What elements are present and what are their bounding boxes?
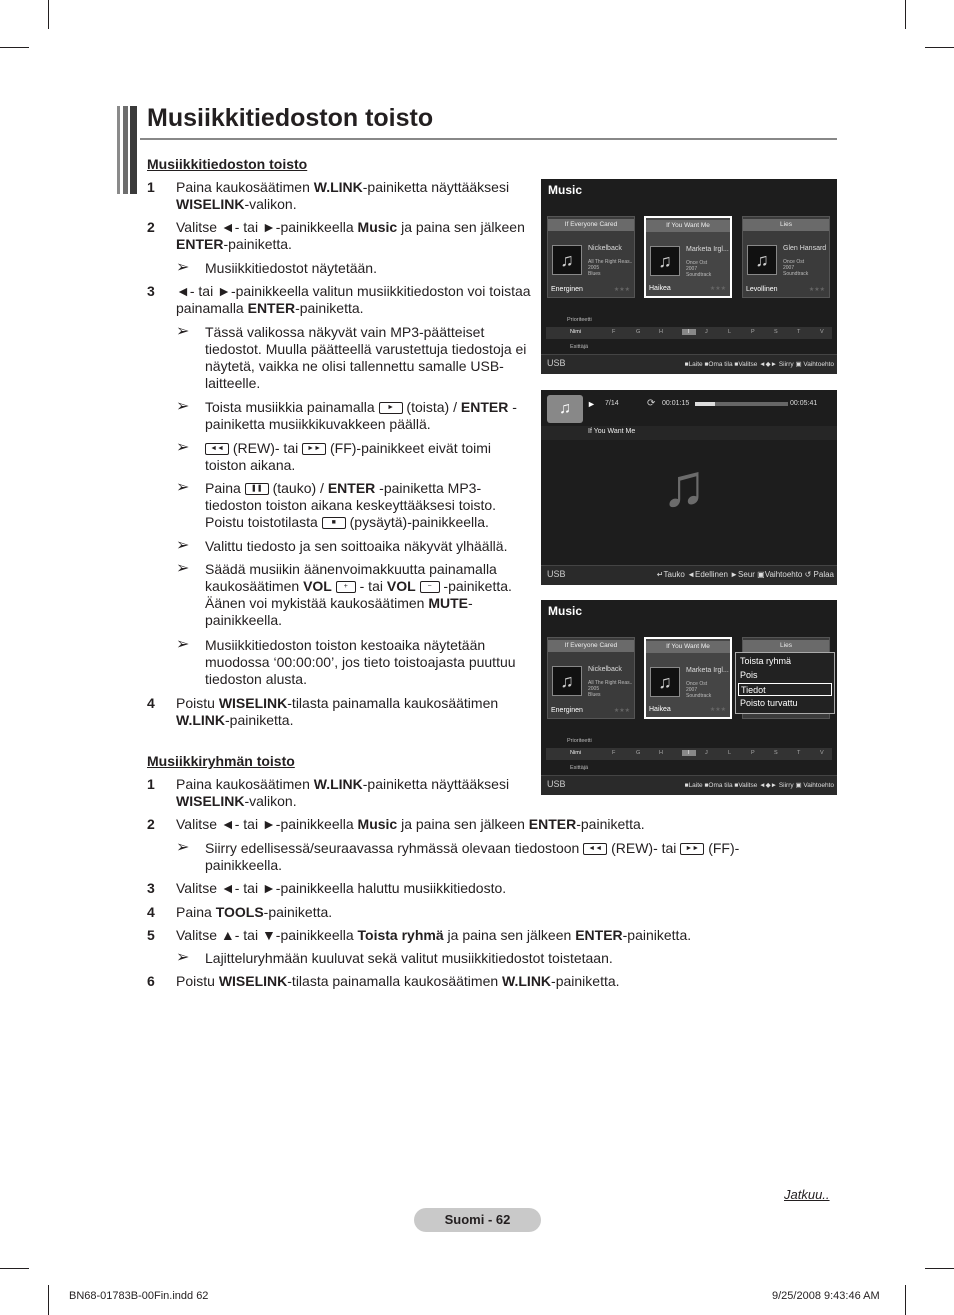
menu-item-selected[interactable]: Tiedot — [738, 683, 832, 696]
step-text: Poistu WISELINK-tilasta painamalla kaukosäätimen W.LINK-painiketta. — [176, 695, 499, 728]
arrow-icon: ➢ — [176, 839, 190, 856]
step-number: 6 — [147, 973, 155, 989]
music-card[interactable]: Lies ♫ Glen Hansard Once Ost 2007 Soundtrack Levollinen ★★★ — [742, 216, 830, 298]
music-card[interactable]: If Everyone Cared ♫ Nickelback All The Right Reas.. 2005 Blues Energinen ★★★ — [547, 637, 635, 719]
music-note-icon: ♫ — [552, 245, 582, 275]
arrow-icon: ➢ — [176, 949, 190, 966]
play-icon: ► — [587, 399, 596, 409]
arrow-icon: ➢ — [176, 439, 190, 456]
ff-button-icon: ►► — [680, 843, 704, 855]
vol-up-icon: + — [336, 581, 356, 593]
crop-mark — [0, 1268, 29, 1269]
arrow-icon: ➢ — [176, 323, 190, 340]
title-divider — [140, 138, 837, 140]
page-number: Suomi - 62 — [414, 1208, 541, 1232]
pause-button-icon: ❚❚ — [245, 483, 269, 495]
step-text: ◄- tai ►-painikkeella valitun musiikkitiedoston voi toistaa painamalla ENTER-painiketta. — [176, 283, 531, 316]
arrow-icon: ➢ — [176, 479, 190, 496]
tools-menu[interactable] — [735, 652, 835, 714]
step-text: Paina kaukosäätimen W.LINK-painiketta näyttääksesi WISELINK-valikon. — [176, 776, 510, 809]
music-note-icon: ♫ — [650, 246, 680, 276]
menu-item[interactable]: Poisto turvattu — [740, 698, 798, 708]
print-date: 9/25/2008 9:43:46 AM — [772, 1290, 880, 1302]
arrow-icon: ➢ — [176, 259, 190, 276]
step-number: 3 — [147, 880, 155, 896]
rew-button-icon: ◄◄ — [583, 843, 607, 855]
continued-label: Jatkuu.. — [784, 1187, 830, 1202]
crop-mark — [48, 0, 49, 29]
music-tools-screen: Music If Everyone Cared ♫ Nickelback All The Right Reas.. 2005 Blues Energinen ★★★ If You Want Me ♫ Marketa Irgl... Once Ost 2007 Soundtrack Haikea ★★★ Lies Toista ryhmä Pois Tiedot Poisto turvattu Prioriteetti Nimi F G H I J L P S T V Esittäjä USB ■Laite ■Oma tila ■Valitse ◄◆► Siirry ▣ Vaihtoehto — [541, 600, 837, 795]
song-title: If You Want Me — [588, 428, 636, 435]
alphabet-bar[interactable]: Nimi F G H I J L P S T V — [546, 748, 832, 760]
alphabet-bar[interactable]: Nimi F G H I J L P S T V — [546, 327, 832, 339]
page-title: Musiikkitiedoston toisto — [147, 104, 434, 132]
play-button-icon: ► — [379, 402, 403, 414]
screen-status-bar: USB ↵Tauko ◄Edellinen ►Seur ▣Vaihtoehto ↺ Palaa — [541, 565, 837, 585]
screen-header: Music — [548, 183, 583, 197]
music-note-icon: ♫ — [661, 452, 707, 519]
crop-mark — [905, 0, 906, 29]
rating-stars-icon: ★★★ — [613, 287, 630, 293]
section-heading: Musiikkiryhmän toisto — [147, 753, 295, 769]
arrow-icon: ➢ — [176, 537, 190, 554]
stop-button-icon: ■ — [322, 517, 346, 529]
music-card[interactable]: If Everyone Cared ♫ Nickelback All The Right Reas.. 2005 Blues Energinen ★★★ — [547, 216, 635, 298]
crop-mark — [905, 1285, 906, 1315]
step-number: 3 — [147, 283, 155, 299]
title-decoration — [117, 106, 137, 194]
music-note-icon: ♫ — [552, 666, 582, 696]
music-player-screen: ♫ ► 7/14 ⟳ 00:01:15 00:05:41 If You Want Me ♫ USB ↵Tauko ◄Edellinen ►Seur ▣Vaihtoehto ↺ Palaa — [541, 390, 837, 585]
vol-down-icon: − — [420, 581, 440, 593]
screen-header: Music — [548, 604, 583, 618]
music-note-icon: ♫ — [650, 667, 680, 697]
music-note-icon: ♫ — [747, 245, 777, 275]
step-number: 1 — [147, 776, 155, 792]
step-number: 1 — [147, 179, 155, 195]
step-number: 4 — [147, 904, 155, 920]
repeat-icon: ⟳ — [647, 398, 656, 409]
rating-stars-icon: ★★★ — [709, 707, 726, 713]
rating-stars-icon: ★★★ — [709, 286, 726, 292]
music-browser-screen: Music If Everyone Cared ♫ Nickelback All The Right Reas.. 2005 Blues Energinen ★★★ If You Want Me ♫ Marketa Irgl... Once Ost 2007 Soundtrack Haikea ★★★ Lies ♫ Glen Hansard Once Ost 2007 Soundtrack Levollinen ★★★ Prioriteetti Nimi F G H I J L P S T V Esittäjä USB ■Laite ■Oma tila ■Valitse ◄◆► Siirry ▣ Vaihtoehto — [541, 179, 837, 374]
crop-mark — [925, 1268, 954, 1269]
screen-status-bar: USB ■Laite ■Oma tila ■Valitse ◄◆► Siirry ▣ Vaihtoehto — [541, 354, 837, 374]
album-art-icon: ♫ — [547, 395, 583, 423]
arrow-icon: ➢ — [176, 636, 190, 653]
crop-mark — [925, 47, 954, 48]
file-info: BN68-01783B-00Fin.indd 62 — [69, 1290, 209, 1302]
step-number: 4 — [147, 695, 155, 711]
ff-button-icon: ►► — [302, 443, 326, 455]
step-number: 2 — [147, 816, 155, 832]
screen-status-bar: USB ■Laite ■Oma tila ■Valitse ◄◆► Siirry ▣ Vaihtoehto — [541, 775, 837, 795]
step-text: Valitse ◄- tai ►-painikkeella Music ja paina sen jälkeen ENTER-painiketta. — [176, 816, 645, 832]
step-number: 2 — [147, 219, 155, 235]
rating-stars-icon: ★★★ — [613, 708, 630, 714]
menu-item[interactable]: Pois — [740, 670, 758, 680]
menu-item[interactable]: Toista ryhmä — [740, 656, 792, 666]
music-card-selected[interactable]: If You Want Me ♫ Marketa Irgl... Once Ost 2007 Soundtrack Haikea ★★★ — [644, 637, 732, 719]
step-text: Valitse ◄- tai ►-painikkeella Music ja paina sen jälkeen ENTER-painiketta. — [176, 219, 525, 252]
step-text: Paina kaukosäätimen W.LINK-painiketta näyttääksesi WISELINK-valikon. — [176, 179, 510, 212]
step-number: 5 — [147, 927, 155, 943]
arrow-icon: ➢ — [176, 398, 190, 415]
crop-mark — [48, 1285, 49, 1315]
rew-button-icon: ◄◄ — [205, 443, 229, 455]
rating-stars-icon: ★★★ — [808, 287, 825, 293]
progress-bar[interactable] — [695, 402, 788, 406]
music-card-selected[interactable]: If You Want Me ♫ Marketa Irgl... Once Ost 2007 Soundtrack Haikea ★★★ — [644, 216, 732, 298]
arrow-icon: ➢ — [176, 560, 190, 577]
music-card[interactable]: Lies — [742, 637, 830, 719]
section-heading: Musiikkitiedoston toisto — [147, 156, 308, 172]
crop-mark — [0, 47, 29, 48]
